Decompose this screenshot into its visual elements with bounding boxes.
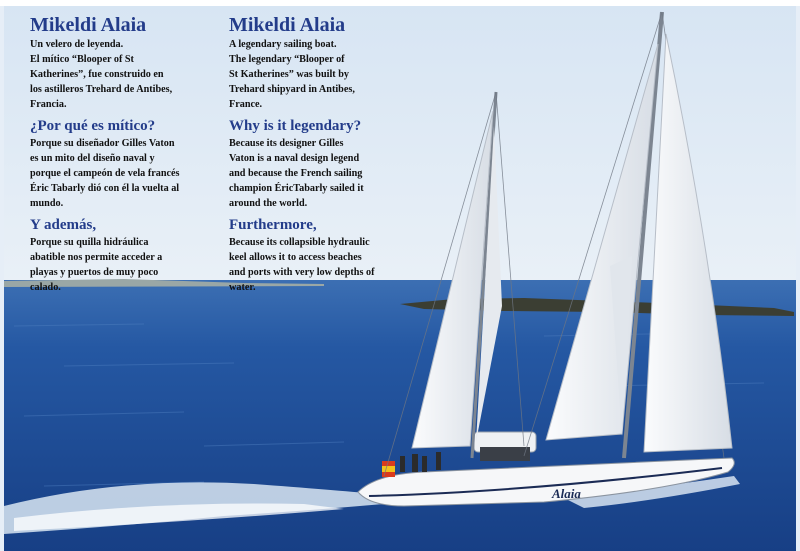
- spanish-intro-paragraph: [30, 37, 215, 112]
- spanish-heading-why: ¿Por qué es mítico?: [30, 118, 156, 134]
- english-why-paragraph: [229, 136, 404, 211]
- english-text-column: [229, 14, 404, 295]
- spanish-text-column: [30, 14, 215, 295]
- english-intro-line: Trehard shipyard in Antibes,: [229, 84, 355, 95]
- spanish-furthermore-line: Porque su quilla hidráulica: [30, 237, 149, 248]
- spanish-furthermore-line: playas y puertos de muy poco: [30, 267, 159, 278]
- english-intro-paragraph: [229, 37, 404, 112]
- english-intro-line: St Katherines” was built by: [229, 69, 350, 80]
- spanish-intro-line: El mítico “Blooper of St: [30, 54, 134, 65]
- spanish-title: Mikeldi Alaia: [30, 14, 147, 36]
- hull-name-text: Alaia: [552, 486, 581, 501]
- english-furthermore-line: and ports with very low depths of: [229, 267, 375, 278]
- spanish-furthermore-line: calado.: [30, 282, 61, 293]
- spanish-intro-line: los astilleros Trehard de Antibes,: [30, 84, 173, 95]
- spanish-why-line: Éric Tabarly dió con él la vuelta al: [30, 183, 180, 194]
- english-title: Mikeldi Alaia: [229, 14, 346, 36]
- english-intro-line: France.: [229, 99, 263, 110]
- english-heading-why: Why is it legendary?: [229, 118, 362, 134]
- english-furthermore-line: water.: [229, 282, 256, 293]
- spanish-intro-line: Un velero de leyenda.: [30, 39, 124, 50]
- english-intro-line: A legendary sailing boat.: [229, 39, 337, 50]
- english-why-line: Because its designer Gilles: [229, 138, 344, 149]
- spanish-intro-line: Katherines”, fue construido en: [30, 69, 164, 80]
- spanish-why-line: es un mito del diseño naval y: [30, 153, 155, 164]
- spanish-why-line: mundo.: [30, 198, 64, 209]
- spanish-intro-line: Francia.: [30, 99, 67, 110]
- spanish-heading-furthermore: Y además,: [30, 217, 97, 233]
- english-furthermore-paragraph: [229, 235, 404, 295]
- spanish-furthermore-paragraph: [30, 235, 215, 295]
- english-why-line: champion ÉricTabarly sailed it: [229, 183, 364, 194]
- english-furthermore-line: keel allows it to access beaches: [229, 252, 362, 263]
- spanish-why-paragraph: [30, 136, 215, 211]
- english-intro-line: The legendary “Blooper of: [229, 54, 345, 65]
- spanish-why-line: porque el campeón de vela francés: [30, 168, 180, 179]
- spanish-why-line: Porque su diseñador Gilles Vaton: [30, 138, 175, 149]
- english-furthermore-line: Because its collapsible hydraulic: [229, 237, 370, 248]
- english-why-line: around the world.: [229, 198, 308, 209]
- english-why-line: Vaton is a naval design legend: [229, 153, 360, 164]
- english-heading-furthermore: Furthermore,: [229, 217, 317, 233]
- english-why-line: and because the French sailing: [229, 168, 363, 179]
- spanish-furthermore-line: abatible nos permite acceder a: [30, 252, 163, 263]
